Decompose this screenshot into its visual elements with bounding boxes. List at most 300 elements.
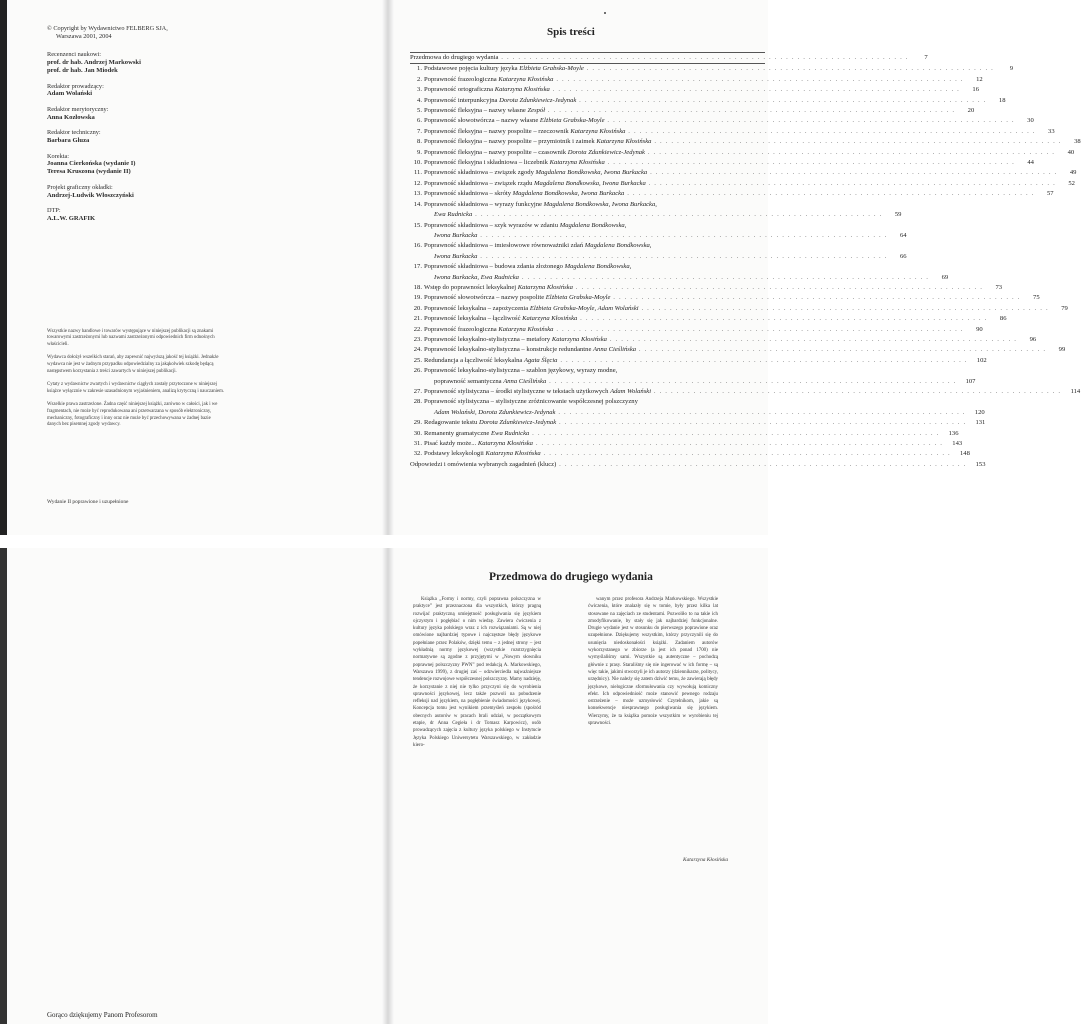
credit-name: Anna Kozłowska <box>47 113 95 121</box>
toc-leader-dots: . . . . . . . . . . . . . . . . . . . . . . . . . . . . . . . . . . . . . . . . . . . . . . . . . . . . . . . . . . . . . . . . . . . . . . . . <box>645 179 1056 187</box>
toc-page-number: 99 <box>1058 346 1066 354</box>
toc-entry-author: Katarzyna Kłosińska <box>570 127 626 135</box>
toc-entry-number: 21. <box>413 315 422 323</box>
toc-entry <box>410 106 975 116</box>
toc-entry-author: Zespół <box>527 107 546 115</box>
toc-entry-number: 8. <box>417 138 422 146</box>
toc-entry-author: Adam Wolański, Dorota Zdunkiewicz-Jedynak <box>434 408 556 416</box>
table-of-contents <box>410 52 1081 470</box>
toc-entry-text <box>410 293 1021 303</box>
toc-page-number: 136 <box>948 429 959 437</box>
credit-role: Redaktor prowadzący: <box>47 82 104 90</box>
toc-page-number: 153 <box>975 460 986 468</box>
toc-entry-author: Katarzyna Kłosińska <box>477 440 533 448</box>
toc-entry-text <box>410 75 964 85</box>
toc-leader-dots: . . . . . . . . . . . . . . . . . . . . . . . . . . . . . . . . . . . . . . . . . . . . . . . . . . . . . . . . . . . . . . . . . . . . . . . . <box>553 325 964 333</box>
toc-page-number: 57 <box>1046 190 1054 198</box>
toc-entry-author: Katarzyna Kłosińska <box>498 75 554 83</box>
toc-entry-title: Podstawy leksykologii <box>424 450 486 458</box>
toc-entry-title: Poprawność leksykalna – zapożyczenia <box>424 304 530 312</box>
toc-leader-dots: . . . . . . . . . . . . . . . . . . . . . . . . . . . . . . . . . . . . . . . . . . . . . . . . . . . . . . . . . . . . . . . . . . . . . . . . <box>498 54 909 61</box>
toc-entry-text <box>410 387 1061 397</box>
toc-entry <box>410 366 765 376</box>
toc-entry-number: 4. <box>417 96 422 104</box>
toc-entry-title: Poprawność fleksyjna – nazwy własne <box>424 107 528 115</box>
toc-entry-title: Poprawność leksykalno-stylistyczna – metafory <box>424 335 552 343</box>
scan-edge <box>0 548 7 1024</box>
toc-entry-title: Pisać każdy może... <box>424 440 478 448</box>
credit-block <box>47 153 367 176</box>
toc-entry-number: 20. <box>413 304 422 312</box>
toc-entry-author: Dorota Zdunkiewicz-Jedynak <box>499 96 577 104</box>
toc-entry-text <box>410 325 964 335</box>
toc-entry-title: Poprawność ortograficzna <box>424 86 495 94</box>
toc-page-number: 69 <box>941 273 949 281</box>
toc-page-number: 90 <box>976 325 983 333</box>
toc-page-number: 107 <box>965 377 976 385</box>
toc-entry-number: 16. <box>413 242 422 250</box>
toc-entry-author: Katarzyna Kłosińska <box>596 138 652 146</box>
toc-entry-author: Magdalena Bondkowska, <box>564 263 632 271</box>
toc-entry-text <box>410 314 987 324</box>
toc-entry <box>410 304 1068 314</box>
toc-page-number: 148 <box>959 450 970 458</box>
toc-entry-number: 15. <box>413 221 422 229</box>
toc-entry-author: Iwona Burkacka <box>434 252 478 260</box>
toc-leader-dots: . . . . . . . . . . . . . . . . . . . . . . . . . . . . . . . . . . . . . . . . . . . . . . . . . . . . . . . . . . . . . . . . . . . . . . . . <box>651 138 1062 146</box>
toc-entry-author: Katarzyna Kłosińska <box>522 315 578 323</box>
toc-entry <box>410 221 765 231</box>
credit-block <box>47 106 367 121</box>
toc-entry-number: 23. <box>413 335 422 343</box>
toc-page-number: 38 <box>1074 138 1081 146</box>
toc-entry-text <box>410 449 951 459</box>
credit-name: A.L.W. GRAFIK <box>47 214 96 222</box>
toc-entry-author: Dorota Zdunkiewicz-Jedynak <box>478 419 557 427</box>
toc-entry-continuation <box>410 408 985 418</box>
toc-page-number: 33 <box>1048 127 1055 135</box>
toc-entry <box>410 418 986 428</box>
scan-edge <box>0 0 7 535</box>
toc-entry <box>410 429 959 439</box>
toc-leader-dots: . . . . . . . . . . . . . . . . . . . . . . . . . . . . . . . . . . . . . . . . . . . . . . . . . . . . . . . . . . . . . . . . . . . . . . . . <box>556 460 967 468</box>
toc-page-number: 75 <box>1033 294 1040 302</box>
toc-page-number: 12 <box>976 75 983 83</box>
toc-entry-text <box>410 335 1017 345</box>
toc-entry-text <box>410 158 1015 168</box>
toc-entry-author: Katarzyna Kłosińska <box>498 325 554 333</box>
toc-entry-title: Poprawność frazeologiczna <box>424 75 499 83</box>
toc-leader-dots: . . . . . . . . . . . . . . . . . . . . . . . . . . . . . . . . . . . . . . . . . . . . . . . . . . . . . . . . . . . . . . . . . . . . . . . . <box>610 294 1021 302</box>
toc-entry <box>410 439 963 449</box>
toc-entry-text <box>410 189 1035 199</box>
toc-entry <box>410 137 1081 147</box>
credit-name: Barbara Gluza <box>47 137 90 145</box>
toc-entry-number: 3. <box>417 86 422 94</box>
toc-entry-title: Przedmowa do drugiego wydania <box>410 54 499 61</box>
toc-leader-dots: . . . . . . . . . . . . . . . . . . . . . . . . . . . . . . . . . . . . . . . . . . . . . . . . . . . . . . . . . . . . . . . . . . . . . . . . <box>477 231 888 239</box>
toc-entry-author: Iwona Burkacka, Ewa Rudnicka <box>434 273 519 281</box>
toc-leader-dots: . . . . . . . . . . . . . . . . . . . . . . . . . . . . . . . . . . . . . . . . . . . . . . . . . . . . . . . . . . . . . . . . . . . . . . . . <box>555 408 966 416</box>
toc-entry-title: Poprawność fleksyjna – nazwy pospolite – czasownik <box>424 148 568 156</box>
scan-speck <box>604 12 606 14</box>
toc-entry-author: Magdalena Bondkowska, <box>559 221 627 229</box>
preface-text: wanym przez profesora Andrzeja Markowskiego. Wszystkie ćwiczenia, które znalazły się w tomie, były przez kilka lat stosowane na zajęciach ze studentami. Pozwoliło to na takie ich zmodyfikowanie, by stały się jak najbardziej funkcjonalne. Drugie wydanie jest w stosunku do pierwszego poprawione oraz uzupełnione. Dziękujemy wszystkim, którzy przyczynili się do usunięcia niedoskonałości książki. Zadaniem autorów wykorzystanego w zbiorze (a jest ich ponad 1700) nie wymyślaliśmy sami. Wszystkie są autentyczne – pochodzą głównie z prasy. Staraliśmy się nie ingerować w ich formę – są więc takie, jakimi stworzyli je ich autorzy (dziennikarze, politycy, urzędnicy). Nie należy się zatem dziwić temu, że zawierają błędy językowe, nielogiczne sformułowania czy wywołują komiczny efekt. Ich odpowiedniość może stanowić pewnego rodzaju ostrzeżenie – może uzmysłowić Czytelnikom, jakie są konsekwencje niesprawnego posługiwania się językiem. Wierzymy, że ta książka pomoże wszystkim w wyrobieniu tej sprawności. <box>588 597 718 727</box>
toc-entry-author: Ewa Rudnicka <box>434 211 473 219</box>
toc-entry-number: 19. <box>413 294 422 302</box>
dedication-line: Gorąco dziękujemy Panom Profesorom <box>47 1011 158 1019</box>
toc-entry-text <box>410 283 983 293</box>
toc-entry-text <box>410 304 1049 314</box>
legal-notes <box>47 329 225 429</box>
preface-column-2 <box>588 596 718 727</box>
toc-page-number: 102 <box>976 356 987 364</box>
toc-leader-dots: . . . . . . . . . . . . . . . . . . . . . . . . . . . . . . . . . . . . . . . . . . . . . . . . . . . . . . . . . . . . . . . . . . . . . . . . <box>624 190 1035 198</box>
toc-entry-title: Poprawność składniowa – budowa zdania złożonego <box>424 263 565 271</box>
credit-role: Recenzenci naukowi: <box>47 51 102 59</box>
toc-entry-author: Magdalena Bondkowska, Iwona Burkacka <box>534 179 646 187</box>
toc-entry-author: Elżbieta Grabska-Moyle <box>519 65 584 73</box>
toc-page-number: 73 <box>995 283 1003 291</box>
toc-entry <box>410 460 986 470</box>
toc-entry-number: 9. <box>417 148 422 156</box>
toc-entry-text <box>410 231 888 241</box>
toc-leader-dots: . . . . . . . . . . . . . . . . . . . . . . . . . . . . . . . . . . . . . . . . . . . . . . . . . . . . . . . . . . . . . . . . . . . . . . . . <box>532 440 944 448</box>
credits-list <box>47 51 367 222</box>
toc-leader-dots: . . . . . . . . . . . . . . . . . . . . . . . . . . . . . . . . . . . . . . . . . . . . . . . . . . . . . . . . . . . . . . . . . . . . . . . . <box>606 335 1018 343</box>
toc-page-number: 64 <box>900 231 907 239</box>
toc-entry-number: 14. <box>413 200 422 208</box>
toc-page-number: 120 <box>974 408 985 416</box>
credit-role: Korekta: <box>47 152 70 160</box>
toc-entry <box>410 148 1075 158</box>
toc-entry-author: Magdalena Bondkowska, Iwona Burkacka <box>512 190 625 198</box>
toc-entry <box>410 200 765 210</box>
toc-entry-text <box>410 345 1046 355</box>
toc-entry <box>410 116 1034 126</box>
toc-entry-title: Poprawność słowotwórcza – nazwy własne <box>424 117 540 125</box>
credit-block <box>47 184 367 199</box>
toc-entry-text <box>410 137 1062 147</box>
legal-paragraph: Wszelkie prawa zastrzeżone. Żadna część niniejszej książki, zarówno w całości, jak i we fragmentach, nie może być reprodukowana ani przetwarzana w sposób elektroniczny, mechaniczny, fotograficzny i inny oraz nie może być przechowywana w żadnej bazie danych bez pisemnej zgody wydawcy. <box>47 402 218 428</box>
toc-entry-text <box>410 397 765 407</box>
credit-role: Redaktor techniczny: <box>47 129 101 137</box>
toc-entry-number: 17. <box>413 263 422 271</box>
toc-page-number: 59 <box>894 211 902 219</box>
toc-entry <box>410 53 928 63</box>
toc-entry-title: Poprawność fleksyjna i składniowa – liczebnik <box>424 159 550 167</box>
toc-entry-author: Ewa Rudnicka <box>491 429 530 437</box>
credit-role: Projekt graficzny okładki: <box>47 183 113 191</box>
toc-entry-author: Katarzyna Kłosińska <box>549 159 605 167</box>
toc-leader-dots: . . . . . . . . . . . . . . . . . . . . . . . . . . . . . . . . . . . . . . . . . . . . . . . . . . . . . . . . . . . . . . . . . . . . . . . . <box>529 429 940 437</box>
toc-leader-dots: . . . . . . . . . . . . . . . . . . . . . . . . . . . . . . . . . . . . . . . . . . . . . . . . . . . . . . . . . . . . . . . . . . . . . . . . <box>553 75 964 83</box>
toc-entry-continuation <box>410 231 907 241</box>
toc-entry-number: 10. <box>413 159 422 167</box>
toc-leader-dots: . . . . . . . . . . . . . . . . . . . . . . . . . . . . . . . . . . . . . . . . . . . . . . . . . . . . . . . . . . . . . . . . . . . . . . . . <box>583 65 995 73</box>
toc-leader-dots: . . . . . . . . . . . . . . . . . . . . . . . . . . . . . . . . . . . . . . . . . . . . . . . . . . . . . . . . . . . . . . . . . . . . . . . . <box>651 388 1062 395</box>
toc-leader-dots: . . . . . . . . . . . . . . . . . . . . . . . . . . . . . . . . . . . . . . . . . . . . . . . . . . . . . . . . . . . . . . . . . . . . . . . . <box>636 346 1047 354</box>
toc-entry-number: 6. <box>417 117 422 125</box>
toc-page-number: 40 <box>1067 148 1075 156</box>
toc-leader-dots: . . . . . . . . . . . . . . . . . . . . . . . . . . . . . . . . . . . . . . . . . . . . . . . . . . . . . . . . . . . . . . . . . . . . . . . . <box>604 117 1015 125</box>
credit-name: Adam Wolański <box>47 90 93 98</box>
toc-entry-text <box>410 127 1036 137</box>
toc-entry-author: Katarzyna Kłosińska <box>494 86 550 94</box>
toc-entry-author: Magdalena Bondkowska, Iwona Burkacka <box>535 169 648 177</box>
toc-entry-text <box>410 429 939 439</box>
toc-entry-text <box>410 85 960 95</box>
toc-entry-number: 25. <box>413 356 422 364</box>
toc-entry-title: Wstęp do poprawności leksykalnej <box>424 283 518 291</box>
toc-page-number: 86 <box>999 315 1007 323</box>
toc-page-number: 131 <box>975 419 986 427</box>
toc-entry-continuation <box>410 252 907 262</box>
credit-block <box>47 51 367 74</box>
toc-leader-dots: . . . . . . . . . . . . . . . . . . . . . . . . . . . . . . . . . . . . . . . . . . . . . . . . . . . . . . . . . . . . . . . . . . . . . . . . <box>638 304 1049 312</box>
toc-entry-title: Poprawność słowotwórcza – nazwy pospolite <box>424 294 546 302</box>
toc-entry <box>410 241 765 251</box>
credit-name: Teresa Kruszona (wydanie II) <box>47 168 131 176</box>
credit-name: Andrzej-Ludwik Włoszczyński <box>47 191 134 199</box>
toc-entry-number: 2. <box>417 75 422 83</box>
toc-entry-number: 24. <box>413 346 422 354</box>
toc-page-number: 30 <box>1027 117 1034 125</box>
copyright-line: © Copyright by Wydawnictwo FELBERG SJA, <box>47 25 168 32</box>
toc-entry <box>410 96 1006 106</box>
toc-entry-number: 32. <box>413 450 422 458</box>
toc-entry-text <box>410 64 994 74</box>
spread-gap <box>0 535 768 548</box>
toc-entry-number: 26. <box>413 367 422 375</box>
toc-entry-number: 5. <box>417 107 422 115</box>
toc-entry-text <box>410 221 765 231</box>
toc-entry-author: Iwona Burkacka <box>434 231 478 239</box>
toc-entry <box>410 356 987 366</box>
toc-entry <box>410 262 765 272</box>
toc-leader-dots: . . . . . . . . . . . . . . . . . . . . . . . . . . . . . . . . . . . . . . . . . . . . . . . . . . . . . . . . . . . . . . . . . . . . . . . . <box>644 148 1056 156</box>
page-fold <box>382 0 394 535</box>
copyright-place: Warszawa 2001, 2004 <box>56 32 112 40</box>
toc-page-number: 66 <box>900 252 907 260</box>
toc-leader-dots: . . . . . . . . . . . . . . . . . . . . . . . . . . . . . . . . . . . . . . . . . . . . . . . . . . . . . . . . . . . . . . . . . . . . . . . . <box>472 211 883 219</box>
edition-note: Wydanie II poprawione i uzupełnione <box>47 498 129 505</box>
toc-entry-text <box>410 168 1057 178</box>
toc-entry-title: Poprawność składniowa – związek zgody <box>424 169 536 177</box>
toc-page-number: 143 <box>952 440 963 448</box>
toc-entry-number: 18. <box>413 283 422 291</box>
toc-page-number: 16 <box>972 86 980 94</box>
toc-entry-number: 13. <box>413 190 422 198</box>
toc-entry-continuation <box>410 210 902 220</box>
toc-entry-text <box>410 96 986 106</box>
toc-entry-number: 28. <box>413 398 422 406</box>
preface-signature: Katarzyna Kłosińska <box>683 857 729 863</box>
toc-entry-title: Poprawność interpunkcyjna <box>424 96 500 104</box>
toc-entry-title: Odpowiedzi i omówienia wybranych zagadnień (klucz) <box>410 460 557 468</box>
toc-entry-title: Remanenty gramatyczne <box>424 429 492 437</box>
toc-entry <box>410 127 1055 137</box>
toc-entry-title: Poprawność fleksyjna – nazwy pospolite – przymiotnik i zaimek <box>424 138 597 146</box>
toc-entry-title: Poprawność leksykalna – łączliwość <box>424 315 523 323</box>
toc-entry <box>410 158 1034 168</box>
credit-name: prof. dr hab. Jan Miodek <box>47 66 118 74</box>
toc-entry-title: Poprawność składniowa – wyrazy funkcyjne <box>424 200 544 208</box>
toc-page-number: 96 <box>1029 335 1037 343</box>
toc-page-number: 52 <box>1068 179 1075 187</box>
toc-leader-dots: . . . . . . . . . . . . . . . . . . . . . . . . . . . . . . . . . . . . . . . . . . . . . . . . . . . . . . . . . . . . . . . . . . . . . . . . <box>546 377 957 385</box>
toc-entry-title: Poprawność składniowa – skróty <box>424 190 513 198</box>
toc-entry-text <box>410 356 968 366</box>
toc-entry-text <box>410 366 765 376</box>
credit-name: Joanna Cierkońska (wydanie I) <box>47 160 136 168</box>
legal-paragraph: Wydawca dołożył wszelkich starań, aby zapewnić najwyższą jakość tej książki. Jednakże wydawca nie jest w żadnym przypadku odpowiedzialny za jakąkolwiek szkodę będącą następstwem korzystania z treści zawartych w niniejszej publikacji. <box>47 355 219 374</box>
toc-leader-dots: . . . . . . . . . . . . . . . . . . . . . . . . . . . . . . . . . . . . . . . . . . . . . . . . . . . . . . . . . . . . . . . . . . . . . . . . <box>557 356 968 364</box>
toc-entry-title: Poprawność składniowa – szyk wyrazów w zdaniu <box>424 221 560 229</box>
toc-entry-number: 29. <box>413 419 422 427</box>
toc-entry-text <box>410 241 765 251</box>
toc-leader-dots: . . . . . . . . . . . . . . . . . . . . . . . . . . . . . . . . . . . . . . . . . . . . . . . . . . . . . . . . . . . . . . . . . . . . . . . . <box>540 450 951 458</box>
toc-entry <box>410 75 983 85</box>
toc-entry-author: Anna Cieślińska <box>503 377 547 385</box>
toc-entry <box>410 325 983 335</box>
toc-entry-author: Agata Ślęcia <box>523 356 558 364</box>
toc-entry-continuation <box>410 273 949 283</box>
page-fold <box>382 548 394 1024</box>
toc-entry <box>410 85 980 95</box>
blank-page <box>7 548 382 1024</box>
credit-block <box>47 83 367 98</box>
legal-paragraph: Cytaty z wydawnictw zwartych i wydawnictw ciągłych zostały przytoczone w niniejszej książce wyłącznie w zakresie uzasadnionym wyjaśnieniem, analizą krytyczną i nauczaniem. <box>47 382 225 394</box>
toc-entry <box>410 189 1054 199</box>
toc-entry-author: Dorota Zdunkiewicz-Jedynak <box>567 148 645 156</box>
toc-entry-number: 31. <box>413 440 422 448</box>
toc-leader-dots: . . . . . . . . . . . . . . . . . . . . . . . . . . . . . . . . . . . . . . . . . . . . . . . . . . . . . . . . . . . . . . . . . . . . . . . . <box>477 252 888 260</box>
toc-entry-number: 27. <box>413 388 422 395</box>
toc-entry-text <box>410 53 909 63</box>
toc-heading: Spis treści <box>547 26 595 38</box>
toc-entry-author: Adam Wolański <box>610 388 652 395</box>
legal-paragraph: Wszystkie nazwy handlowe i towarów występujące w niniejszej publikacji są znakami towarowymi zastrzeżonymi lub nazwami zastrzeżonymi odpowiednich firm odnośnych właścicieli. <box>47 328 215 347</box>
toc-entry-title: Redundancja a łączliwość leksykalna <box>424 356 524 364</box>
credit-role: DTP: <box>47 207 61 215</box>
toc-leader-dots: . . . . . . . . . . . . . . . . . . . . . . . . . . . . . . . . . . . . . . . . . . . . . . . . . . . . . . . . . . . . . . . . . . . . . . . . <box>518 273 930 281</box>
toc-entry <box>410 283 1003 293</box>
toc-entry-title: Poprawność stylistyczna – stylistyczne zróżnicowanie współczesnej polszczyzny <box>424 398 638 406</box>
toc-leader-dots: . . . . . . . . . . . . . . . . . . . . . . . . . . . . . . . . . . . . . . . . . . . . . . . . . . . . . . . . . . . . . . . . . . . . . . . . <box>556 419 967 427</box>
toc-entry-text <box>410 273 929 283</box>
toc-entry-number: 22. <box>413 325 422 333</box>
toc-entry <box>410 449 970 459</box>
preface-text: Książka „Formy i normy, czyli poprawna polszczyzna w praktyce” jest przeznaczona dla wszystkich, którzy pragną rozwijać praktyczną umiejętność posługiwania się językiem ojczystym i pogłębiać o nim wiedzę. Zawiera ćwiczenia z kultury języka polskiego wraz z ich rozwiązaniami. Są w niej omówione najbardziej typowe i najczęstsze błędy językowe popełniane przez Polaków, dzięki temu – z jednej strony – jest wykładnią normy językowej (wszystkie rozstrzygnięcia normatywne są zgodne z przyjętymi w „Nowym słowniku poprawnej polszczyzny PWN” pod redakcją A. Markowskiego, Warszawa 1999), z drugiej zaś – odzwierciedla najważniejsze tendencje rozwojowe współczesnej polszczyzny. Mamy nadzieję, że korzystanie z niej nie tylko przyczyni się do wyrobienia sprawności językowej, lecz także pozwoli na pobudzenie refleksji nad językiem, na pogłębienie świadomości językowej. Koncepcja tomu jest wynikiem przemyśleń zespołu (spośród obecnych autorów w pracach brali udział, w początkowym etapie, dr Anna Cegieła i dr Tomasz Karpowicz), osób prowadzących zajęcia z kultury języka polskiego w Instytucie Języka Polskiego Uniwersytetu Warszawskiego, w zakładzie kiero- <box>413 597 542 748</box>
toc-entry-title: Poprawność składniowa – imiesłowowe równoważniki zdań <box>424 242 585 250</box>
toc-entry-title: Poprawność składniowa – związek rządu <box>424 179 535 187</box>
toc-entry-title: Poprawność fleksyjna – nazwy pospolite – rzeczownik <box>424 127 571 135</box>
toc-entry-text <box>410 262 765 272</box>
toc-entry-continuation <box>410 377 976 387</box>
toc-entry <box>410 335 1037 345</box>
toc-entry-number: 12. <box>413 179 422 187</box>
toc-entry-number: 11. <box>414 169 422 177</box>
toc-entry <box>410 314 1007 324</box>
toc-leader-dots: . . . . . . . . . . . . . . . . . . . . . . . . . . . . . . . . . . . . . . . . . . . . . . . . . . . . . . . . . . . . . . . . . . . . . . . . <box>549 86 961 94</box>
toc-entry-text <box>410 408 966 418</box>
credit-name: prof. dr hab. Andrzej Markowski <box>47 59 141 67</box>
toc-entry <box>410 168 1077 178</box>
copyright-block <box>47 25 367 40</box>
toc-entry-author: Magdalena Bondkowska, <box>584 242 652 250</box>
toc-entry-number: 1. <box>417 65 422 73</box>
toc-entry-title: Poprawność leksykalno-stylistyczna – konstrukcje redundantne <box>424 346 594 354</box>
toc-entry-number: 30. <box>413 429 422 437</box>
toc-entry-title: Poprawność stylistyczna – środki stylistyczne w tekstach użytkowych <box>424 388 611 395</box>
toc-entry-text <box>410 377 956 387</box>
toc-leader-dots: . . . . . . . . . . . . . . . . . . . . . . . . . . . . . . . . . . . . . . . . . . . . . . . . . . . . . . . . . . . . . . . . . . . . . . . . <box>604 159 1015 167</box>
toc-entry-text <box>410 148 1055 158</box>
toc-entry-text <box>410 418 966 428</box>
credit-block <box>47 207 367 222</box>
imprint-page <box>47 25 367 575</box>
toc-entry-title: Redagowanie tekstu <box>424 419 479 427</box>
toc-page-number: 114 <box>1070 388 1081 395</box>
toc-leader-dots: . . . . . . . . . . . . . . . . . . . . . . . . . . . . . . . . . . . . . . . . . . . . . . . . . . . . . . . . . . . . . . . . . . . . . . . . <box>545 107 956 115</box>
toc-leader-dots: . . . . . . . . . . . . . . . . . . . . . . . . . . . . . . . . . . . . . . . . . . . . . . . . . . . . . . . . . . . . . . . . . . . . . . . . <box>577 315 988 323</box>
toc-entry-number: 7. <box>417 127 422 135</box>
toc-entry-author: Anna Cieślińska <box>593 346 637 354</box>
toc-entry-text <box>410 179 1056 189</box>
toc-leader-dots: . . . . . . . . . . . . . . . . . . . . . . . . . . . . . . . . . . . . . . . . . . . . . . . . . . . . . . . . . . . . . . . . . . . . . . . . <box>625 127 1036 135</box>
toc-entry-text <box>410 116 1015 126</box>
toc-entry-author: Elżbieta Grabska-Moyle <box>545 294 611 302</box>
toc-entry-author: Magdalena Bondkowska, Iwona Burkacka, <box>543 200 657 208</box>
toc-leader-dots: . . . . . . . . . . . . . . . . . . . . . . . . . . . . . . . . . . . . . . . . . . . . . . . . . . . . . . . . . . . . . . . . . . . . . . . . <box>572 283 984 291</box>
toc-leader-dots: . . . . . . . . . . . . . . . . . . . . . . . . . . . . . . . . . . . . . . . . . . . . . . . . . . . . . . . . . . . . . . . . . . . . . . . . <box>647 169 1058 177</box>
toc-entry-author: Katarzyna Kłosińska <box>551 335 607 343</box>
toc-entry-text <box>410 460 966 470</box>
credit-role: Redaktor merytoryczny: <box>47 105 109 113</box>
toc-entry-title: Poprawność leksykalno-stylistyczna – szablon językowy, wyrazy modne, <box>424 367 618 375</box>
toc-page-number: 20 <box>967 107 975 115</box>
toc-entry-title: Podstawowe pojęcia kultury języka <box>424 65 520 73</box>
toc-entry-text <box>410 200 765 210</box>
toc-entry-text <box>410 210 882 220</box>
toc-page-number: 49 <box>1069 169 1077 177</box>
toc-entry-text <box>410 439 943 449</box>
preface-column-1 <box>413 596 541 749</box>
toc-entry-text <box>410 106 955 116</box>
toc-entry-author: Elżbieta Grabska-Moyle <box>539 117 605 125</box>
toc-leader-dots: . . . . . . . . . . . . . . . . . . . . . . . . . . . . . . . . . . . . . . . . . . . . . . . . . . . . . . . . . . . . . . . . . . . . . . . . <box>576 96 987 104</box>
toc-page-number: 9 <box>1009 65 1014 73</box>
toc-entry-title: poprawność semantyczna <box>434 377 504 385</box>
toc-page-number: 7 <box>924 54 928 61</box>
toc-page-number: 79 <box>1061 304 1068 312</box>
toc-entry-author: Katarzyna Kłosińska <box>517 283 573 291</box>
toc-entry <box>410 179 1075 189</box>
credit-block <box>47 129 367 144</box>
toc-entry <box>410 387 1081 397</box>
toc-page-number: 18 <box>998 96 1006 104</box>
preface-title: Przedmowa do drugiego wydania <box>489 571 653 583</box>
toc-entry <box>410 64 1014 74</box>
toc-entry <box>410 397 765 407</box>
toc-page-number: 44 <box>1027 159 1034 167</box>
toc-entry <box>410 345 1066 355</box>
toc-entry-author: Katarzyna Kłosińska <box>485 450 541 458</box>
toc-entry-author: Elżbieta Grabska-Moyle, Adam Wolański <box>529 304 639 312</box>
toc-entry-text <box>410 252 888 262</box>
toc-entry <box>410 293 1040 303</box>
